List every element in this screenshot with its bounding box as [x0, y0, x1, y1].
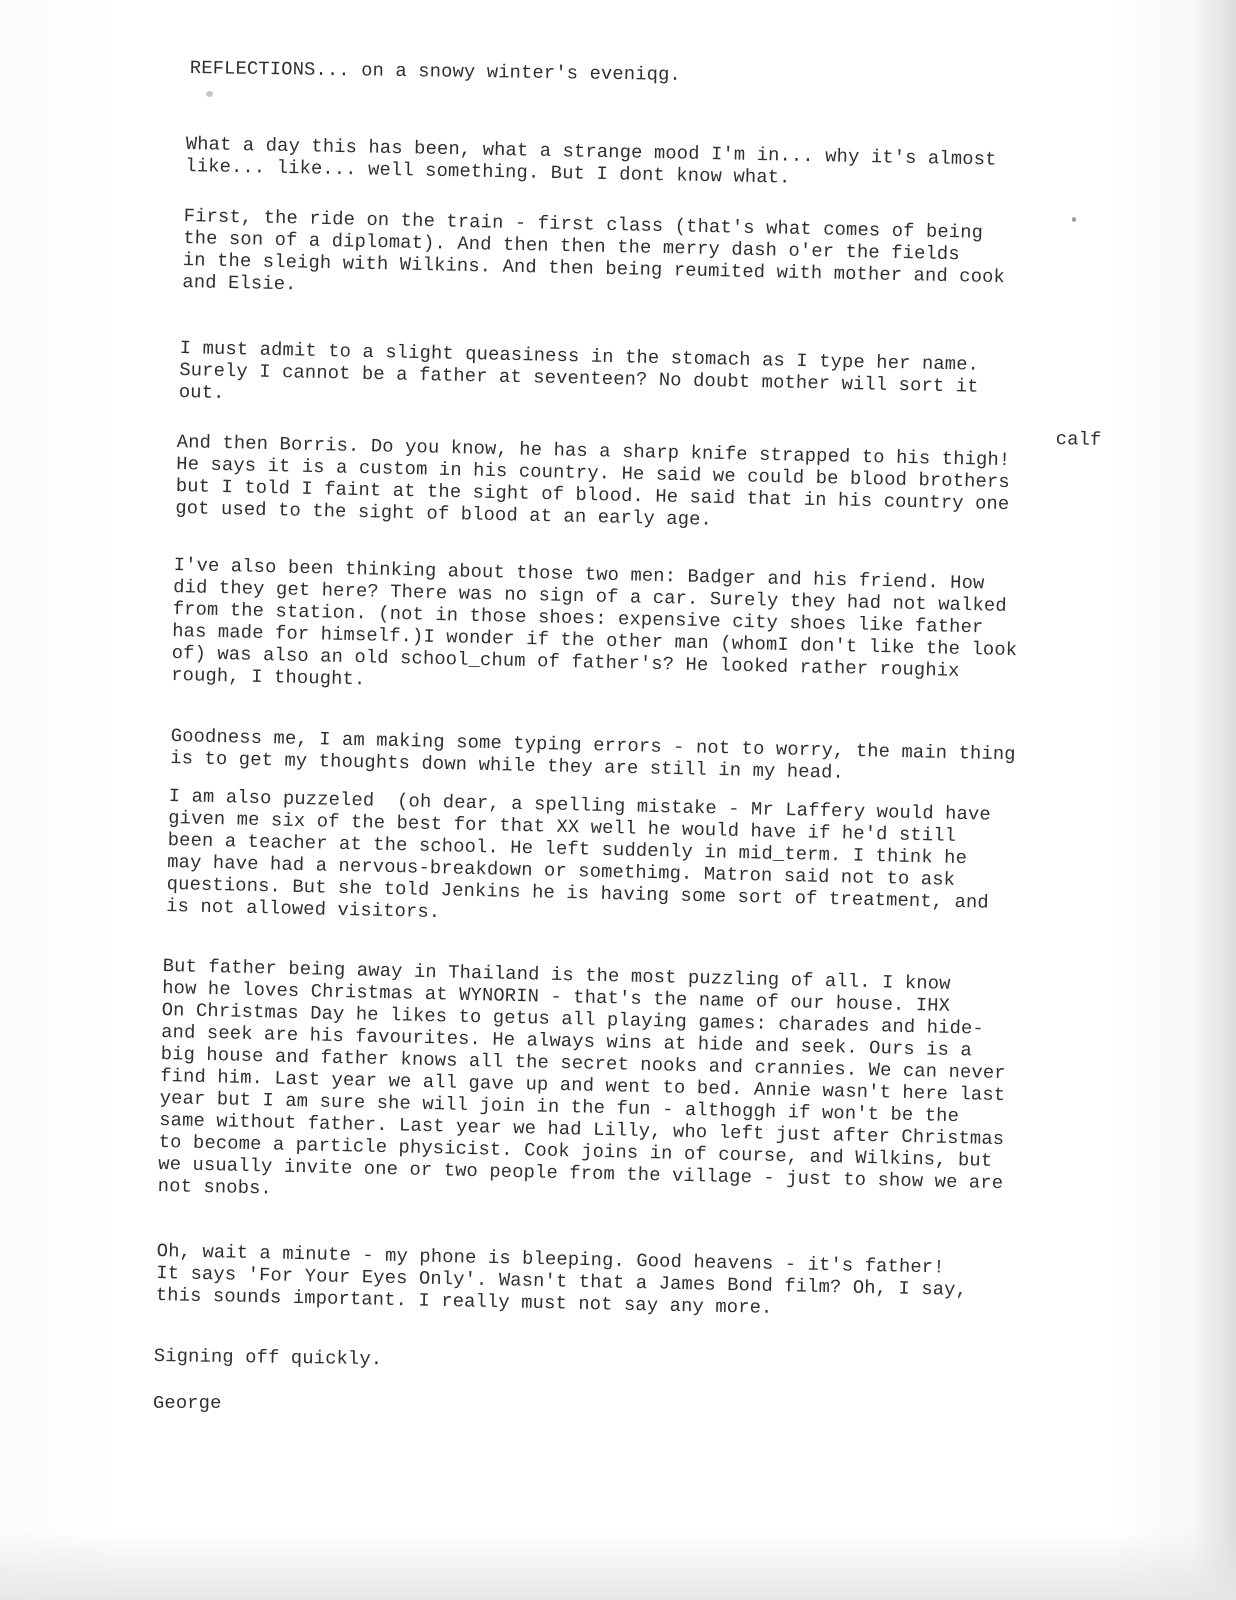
signoff-line: Signing off quickly.: [153, 1345, 383, 1371]
page-bottom-shadow: [0, 1530, 1236, 1600]
ink-mark: [1072, 217, 1076, 222]
paragraph-3: I must admit to a slight queasiness in the stomach as I type her name. Surely I cannot be a father at seventeen? No doubt mother will sort it out.: [178, 337, 980, 404]
handwritten-correction: calf: [1055, 428, 1102, 451]
paragraph-7: I am also puzzeled (oh dear, a spelling mistake - Mr Laffery would have given me six of the best for that XX well he would have if he'd still been a teacher at the school. He left suddenly in mid_term. I think he may have had a nervous-breakdown or somethimg. Matron said not to ask questions. But she told Jenkins he is having some sort of treatment, and is not allowed visitors.: [166, 785, 992, 924]
paragraph-4: And then Borris. Do you know, he has a sharp knife strapped to his thigh! He says it is a custom in his country. He said we could be blood brothers but I told I faint at the sight of blood. He said that in his country one got used to the sight of blood at an early age.: [175, 431, 1011, 531]
ink-smudge: [206, 91, 213, 97]
paragraph-6: Goodness me, I am making some typing errors - not to worry, the main thing is to get my thoughts down while they are still in my head.: [170, 725, 1016, 784]
paragraph-1: What a day this has been, what a strange mood I'm in... why it's almost like... like... well something. But I dont know what.: [185, 133, 997, 189]
signature: George: [153, 1392, 222, 1414]
paragraph-5: I've also been thinking about those two men: Badger and his friend. How did they get here? There was no sign of a car. Surely they had not walked from the station. (not in those shoes: expensive city shoes like father has made for himself.)I wonder if the other man (whomI don't like the look of) was also an old school_chum of father's? He looked rather roughix rough, I thought.: [171, 554, 1018, 691]
paragraph-9: Oh, wait a minute - my phone is bleeping. Good heavens - it's father! It says 'For Your Eyes Only'. Wasn't that a James Bond film? Oh, I say, this sounds important. I really must not say any more.: [155, 1240, 968, 1319]
page-edge-shadow: [1194, 0, 1236, 1600]
document-title: REFLECTIONS... on a snowy winter's eveniqg.: [189, 57, 682, 86]
paragraph-8: But father being away in Thailand is the most puzzling of all. I know how he loves Christmas at WYNORIN - that's the name of our house. IHX On Christmas Day he likes to getus all playing games: charades and hide- and seek are his favourites. He always wins at hide and seek. Ours is a big house and father knows all the secret nooks and crannies. We can never find him. Last year we all gave up and went to bed. Annie wasn't here last year but I am sure she will join in the fun - althoggh if won't be the same without father. Last year we had Lilly, who left just after Christmas to become a particle physicist. Cook joins in of course, and Wilkins, but we usually invite one or two people from the village - just to show we are not snobs.: [157, 955, 1006, 1200]
paragraph-2: First, the ride on the train - first class (that's what comes of being the son of a diplomat). And then then the merry dash o'er the fields in the sleigh with Wilkins. And then being reumited with mother and cook and Elsie.: [182, 205, 1006, 296]
